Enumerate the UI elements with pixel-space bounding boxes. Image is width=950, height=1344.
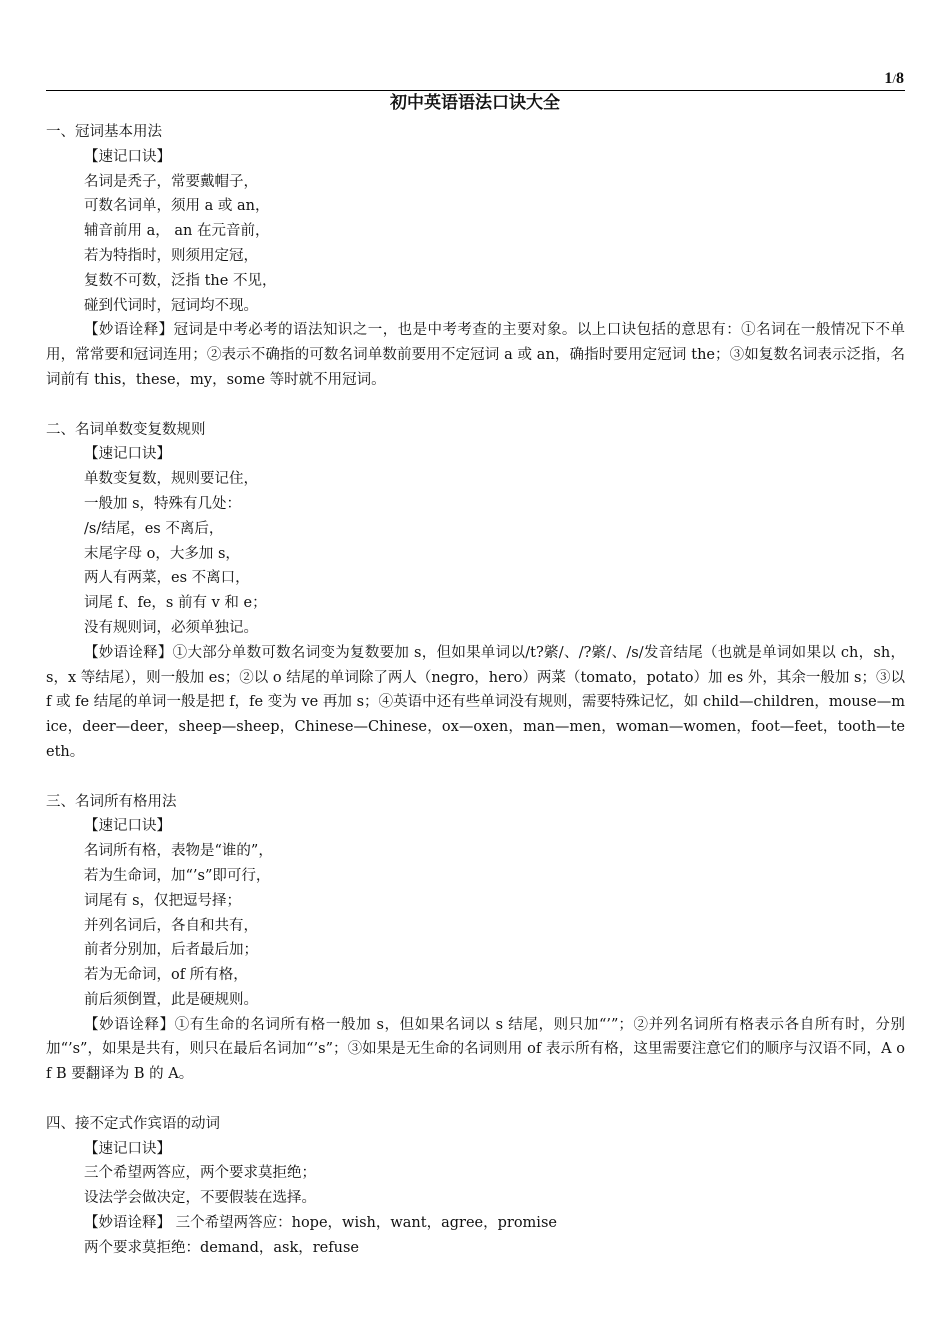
verse-line: 若为无命词，of 所有格，: [84, 967, 248, 984]
verse-line: 若为特指时，则须用定冠，: [84, 247, 258, 264]
section-heading: 四、接不定式作宾语的动词: [46, 1115, 220, 1132]
verse-line: 设法学会做决定，不要假装在选择。: [84, 1190, 316, 1207]
verse-line: 单数变复数，规则要记住，: [84, 471, 258, 488]
verse-line: 两人有两菜，es 不离口，: [84, 570, 250, 587]
verse-line: 词尾有 s，仅把逗号择；: [84, 892, 242, 909]
verse-line: 名词是秃子，常要戴帽子，: [84, 173, 258, 190]
verse-line: 可数名词单，须用 a 或 an，: [84, 198, 270, 215]
section-heading: 一、冠词基本用法: [46, 124, 162, 140]
mnemonic-label: 【速记口诀】: [84, 148, 171, 165]
mnemonic-label: 【速记口诀】: [84, 446, 171, 463]
section-heading: 二、名词单数变复数规则: [46, 421, 206, 438]
verse-line: 前后须倒置，此是硬规则。: [84, 991, 258, 1008]
verse-line: 复数不可数，泛指 the 不见，: [84, 272, 277, 289]
mnemonic-label: 【速记口诀】: [84, 1140, 171, 1157]
verse-line: 三个希望两答应，两个要求莫拒绝；: [84, 1165, 316, 1182]
verse-line: 词尾 f、fe，s 前有 v 和 e；: [84, 595, 267, 612]
document-title: 初中英语语法口诀大全: [390, 93, 560, 113]
document-body: [46, 120, 905, 1261]
verse-line: 前者分别加，后者最后加；: [84, 942, 258, 959]
verse-line: 并列名词后，各自和共有，: [84, 917, 258, 934]
explanation-paragraph: 【妙语诠释】①大部分单数可数名词变为复数要加 s，但如果单词以/t?綮/、/?綮/、/s/发音结尾（也就是单词如果以 ch，sh，s，x 等结尾），则一般加 es；②以 o 结尾的单词除了两人（negro，hero）两菜（tomato，potato）加 es 外，其余一般加 s；③以 f 或 fe 结尾的单词一般是把 f，fe 变为 ve 再加 s；④英语中还有些单词没有规则，需要特殊记忆，如 child—children，mouse—mice，deer—deer，sheep—sheep，Chinese—Chinese，ox—oxen，man—men，woman—women，foot—feet，tooth—teeth。: [46, 644, 905, 760]
explanation-line: 【妙语诠释】 三个希望两答应：hope，wish，want，agree，promise: [84, 1215, 557, 1232]
section-heading: 三、名词所有格用法: [46, 793, 177, 810]
verse-line: 名词所有格，表物是“谁的”，: [84, 843, 273, 860]
verse-line: 没有规则词，必须单独记。: [84, 619, 258, 636]
explanation-paragraph: 【妙语诠释】冠词是中考必考的语法知识之一，也是中考考查的主要对象。以上口诀包括的意思有：①名词在一般情况下不单用，常常要和冠词连用；②表示不确指的可数名词单数前要用不定冠词 a 或 an，确指时要用定冠词 the；③如复数名词表示泛指，名词前有 this，these，my，some 等时就不用冠词。: [46, 322, 905, 388]
verse-line: 一般加 s，特殊有几处：: [84, 495, 242, 512]
mnemonic-label: 【速记口诀】: [84, 818, 171, 835]
verse-line: /s/结尾，es 不离后，: [84, 520, 224, 537]
verse-line: 末尾字母 o，大多加 s，: [84, 545, 240, 562]
verse-line: 若为生命词，加“’s”即可行，: [84, 867, 271, 884]
verse-line: 辅音前用 a， an 在元音前，: [84, 223, 270, 240]
verse-line: 碰到代词时，冠词均不现。: [84, 297, 258, 314]
explanation-paragraph: 【妙语诠释】①有生命的名词所有格一般加 s，但如果名词以 s 结尾，则只加“’”；②并列名词所有格表示各自所有时，分别加“’s”，如果是共有，则只在最后名词加“’s”；③如果是无生命的名词则用 of 表示所有格，这里需要注意它们的顺序与汉语不同，A of B 要翻译为 B 的 A。: [46, 1016, 905, 1083]
explanation-line: 两个要求莫拒绝：demand，ask，refuse: [84, 1239, 359, 1256]
page-number: 1/8: [884, 70, 904, 87]
